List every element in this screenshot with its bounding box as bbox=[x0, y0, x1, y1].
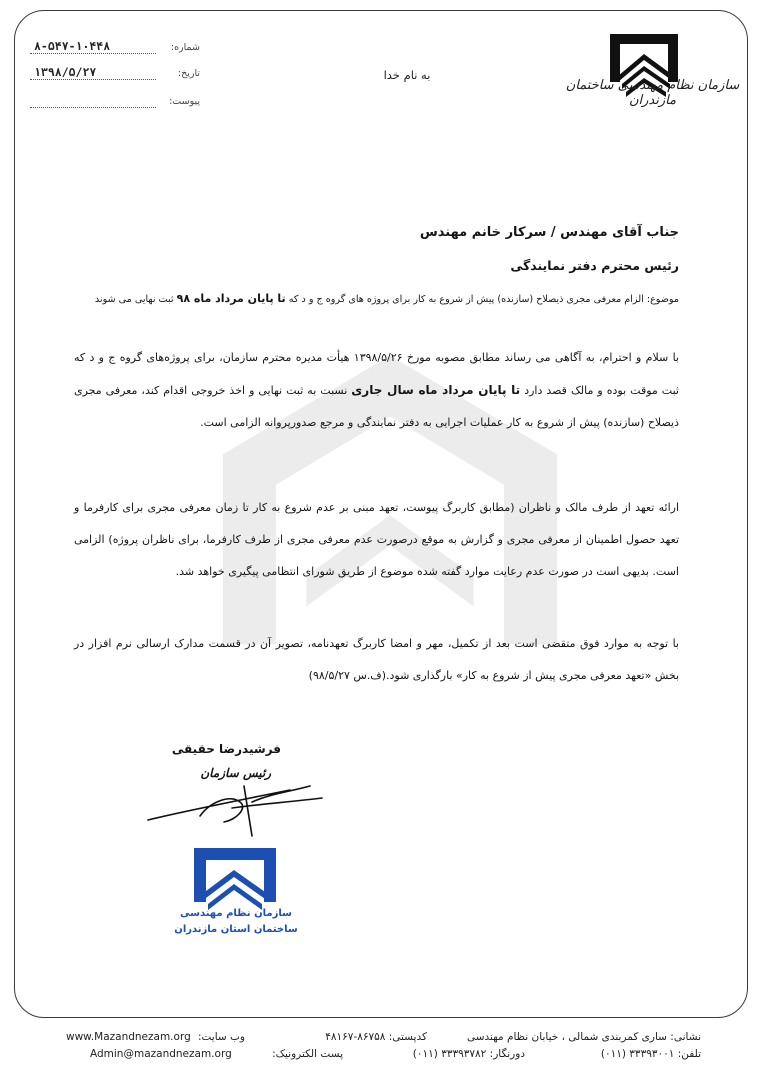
paragraph-2: ارائه تعهد از طرف مالک و ناظران (مطابق کاربرگ پیوست، تعهد مبنی بر عدم شروع به کار تا زمان معرفی مجری برای کارفرما و تعهد حصول اطمینان از معرفی مجری و گزارش به موقع درصورت عدم معرفی مجری از طرف کارفرما، برای ناظران پروژه) الزامی است. بدیهی است در صورت عدم رعایت موارد گفته شده موضوع از طریق شورای انتظامی پیگیری خواهد شد. bbox=[74, 501, 679, 578]
footer-website-label: وب سایت: bbox=[197, 1031, 245, 1043]
letter-date-field bbox=[30, 66, 200, 82]
attachment-label: پیوست: bbox=[169, 96, 200, 107]
footer-postal-code: کدپستی: ۸۶۷۵۸-۴۸۱۶۷ bbox=[325, 1031, 427, 1043]
date-label: تاریخ: bbox=[177, 68, 200, 79]
letter-attachment-field bbox=[30, 94, 200, 110]
stamp-line-2: ساختمان استان مازندران bbox=[174, 924, 298, 935]
signer-title: رئیس سازمان bbox=[200, 766, 271, 780]
footer-email[interactable]: Admin@mazandnezam.org bbox=[90, 1048, 232, 1060]
stamp-line-1: سازمان نظام مهندسی bbox=[180, 908, 292, 919]
attachment-dotted-line bbox=[30, 107, 156, 108]
footer-fax: دورنگار: ۳۳۳۹۳۷۸۲ (۰۱۱) bbox=[412, 1048, 525, 1060]
subject-prefix: موضوع: الزام معرفی مجری ذیصلاح (سازنده) پیش از شروع به کار برای پروژه های گروه ج و د که bbox=[288, 294, 679, 305]
letter-number-field bbox=[30, 40, 200, 56]
subject-suffix: ثبت نهایی می شوند bbox=[94, 294, 174, 305]
footer-website[interactable]: www.Mazandnezam.org bbox=[66, 1031, 191, 1043]
handwritten-signature-icon bbox=[140, 772, 330, 842]
number-dotted-line bbox=[30, 53, 156, 54]
paragraph-1 bbox=[74, 342, 679, 439]
footer-email-label: پست الکترونیک: bbox=[272, 1048, 343, 1060]
subject-line bbox=[60, 292, 679, 305]
recipient-role: رئیس محترم دفتر نمایندگی bbox=[510, 258, 679, 273]
signer-name: فرشیدرضا حقیقی bbox=[171, 742, 281, 756]
paragraph-3: با توجه به موارد فوق متقضی است بعد از تکمیل، مهر و امضا کاربرگ تعهدنامه، تصویر آن در قسمت مدارک ارسالی نرم افزار در بخش «تعهد معرفی مجری پیش از شروع به کار» بارگذاری شود.(ف.س ۹۸/۵/۲۷) bbox=[74, 637, 679, 682]
organization-name: سازمان نظام مهندسی ساختمان مازندران bbox=[565, 78, 740, 108]
footer-phone: تلفن: ۳۳۳۹۳۰۰۱ (۰۱۱) bbox=[600, 1048, 701, 1060]
date-value: ۱۳۹۸/۵/۲۷ bbox=[34, 65, 97, 79]
subject-bold: تا پایان مرداد ماه ۹۸ bbox=[176, 292, 286, 305]
number-label: شماره: bbox=[170, 42, 200, 53]
p1-bold: تا پایان مرداد ماه سال جاری bbox=[351, 383, 521, 397]
p1-text-b: نسبت به ثبت نهایی و اخذ خروجی اقدام کند، معرفی مجری ذیصلاح (سازنده) پیش از شروع به کار عملیات اجرایی به دفتر نمایندگی و مرجع صدورپروانه الزامی است. bbox=[74, 384, 679, 429]
number-value: ۸-۵۴۷-۱۰۴۴۸ bbox=[34, 39, 111, 53]
footer-address: نشانی: ساری کمربندی شمالی ، خیابان نظام مهندسی bbox=[466, 1031, 701, 1043]
salutation: جناب آقای مهندس / سرکار خانم مهندس bbox=[419, 225, 679, 240]
organization-stamp-icon bbox=[180, 838, 290, 938]
basmala: به نام خدا bbox=[383, 68, 431, 82]
date-dotted-line bbox=[30, 79, 156, 80]
p1-text-a: با سلام و احترام، به آگاهی می رساند مطابق مصوبه مورخ ۱۳۹۸/۵/۲۶ هیأت مدیره محترم سازمان، برای پروژه‌های گروه ج و د که ثبت موقت بوده و مالک قصد دارد bbox=[74, 351, 679, 397]
